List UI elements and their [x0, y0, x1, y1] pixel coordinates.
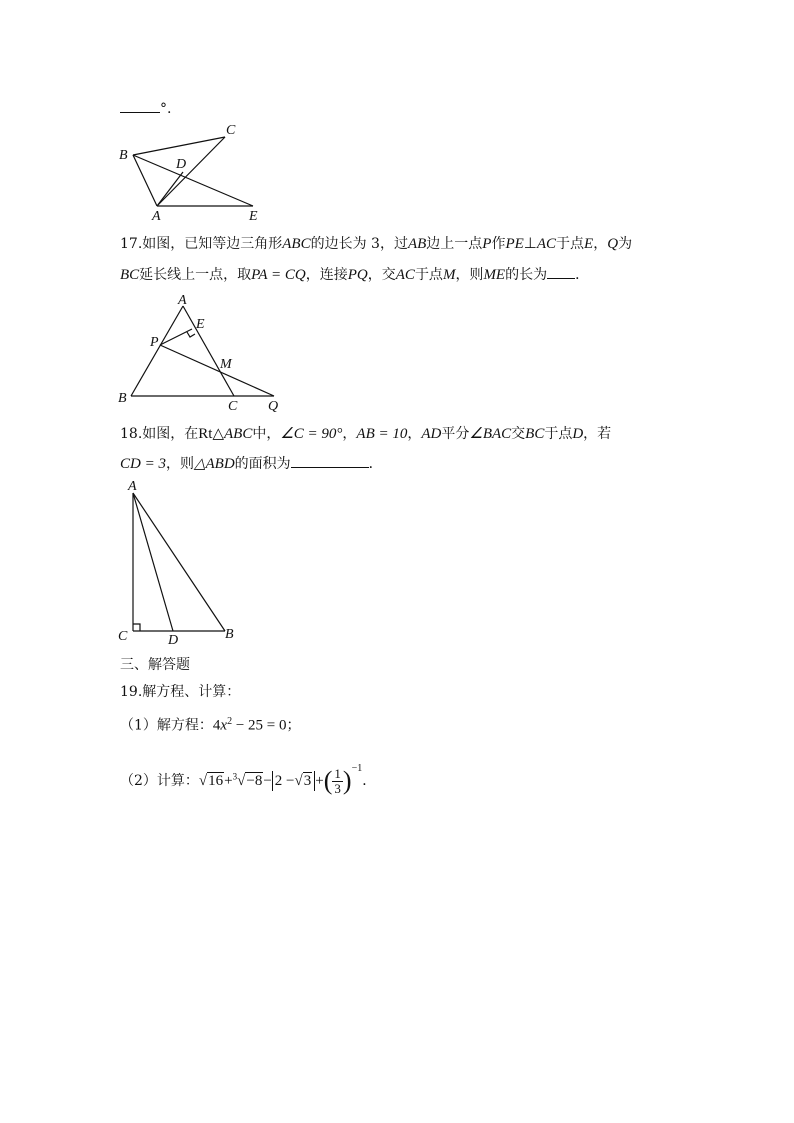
- q17-segment-pq: [160, 345, 274, 396]
- q17-math-m: M: [442, 267, 456, 283]
- q19-part1-x: x: [220, 717, 228, 734]
- q19-title: 解方程、计算：: [142, 684, 241, 700]
- q17-text: 边上一点: [426, 236, 483, 252]
- q17-label-m: M: [220, 357, 232, 372]
- q19-part2-minus: −: [263, 773, 272, 789]
- q18-text: 的面积为: [234, 456, 291, 472]
- q17-math-ab: AB: [407, 236, 427, 252]
- q18-math-bc: BC: [525, 426, 545, 442]
- q19-part2-label: （2）计算：: [120, 773, 199, 789]
- q18-math-angle-bac: ∠BAC: [469, 426, 512, 442]
- q18-math-d: D: [572, 426, 584, 442]
- q17-text: ，连接: [305, 267, 348, 283]
- q18-label-d: D: [168, 633, 179, 648]
- q19-part2-sqrt3: 3: [303, 773, 312, 789]
- q19-part2-end: ．: [362, 773, 377, 789]
- q19-part2-cube-index: 3: [232, 771, 238, 782]
- q17-math-ac: AC: [536, 236, 557, 252]
- q19-part1: [120, 712, 301, 736]
- q17-math-q: Q: [607, 236, 619, 252]
- q17-text: ，交: [367, 267, 396, 283]
- q18-label-b: B: [225, 627, 234, 642]
- q19-part2-plus2: +: [315, 773, 324, 789]
- q16-label-c: C: [226, 123, 236, 138]
- q18-triangle-symbol: △: [212, 426, 224, 442]
- q17-math-pe: PE: [505, 236, 524, 252]
- q17-math-p: P: [482, 236, 492, 252]
- q18-text: ，: [407, 426, 422, 442]
- q16-degree-suffix: °.: [160, 101, 172, 117]
- q17-text: 作: [491, 236, 506, 252]
- q17-math-pa-eq-cq: PA = CQ: [251, 267, 306, 283]
- q17-text: ，则: [455, 267, 484, 283]
- q17-line1: [120, 234, 632, 254]
- q18-line2: [120, 453, 383, 474]
- q17-math-bc: BC: [120, 267, 140, 283]
- q18-text: ，若: [583, 426, 612, 442]
- q17-text: 为: [618, 236, 633, 252]
- q19-part2-denominator: 3: [334, 780, 341, 796]
- q17-math-e: E: [584, 236, 594, 252]
- q19-part2-abs: [272, 771, 315, 791]
- q16-figure: [112, 120, 272, 224]
- q16-label-e: E: [249, 209, 258, 224]
- q18-segment-ab: [133, 493, 225, 631]
- q19-part2-sqrt16: 16: [208, 773, 224, 789]
- q17-math-me: ME: [483, 267, 506, 283]
- q16-answer-line: [120, 98, 171, 119]
- q17-text: 延长线上一点，取: [139, 267, 252, 283]
- q19-part2-abs-a: 2 −: [274, 773, 295, 789]
- q17-label-c: C: [228, 399, 238, 414]
- q17-perp-symbol: ⊥: [523, 236, 537, 252]
- q18-segment-ad: [133, 493, 173, 631]
- q17-answer-blank[interactable]: [547, 264, 575, 279]
- q19-part2-cbrt-neg8: −8: [246, 773, 263, 789]
- q17-label-e: E: [196, 317, 205, 332]
- q19-part2-exponent: −1: [351, 763, 363, 774]
- q17-number: 17.: [120, 236, 143, 252]
- q17-line2: [120, 264, 589, 285]
- q18-math-ad: AD: [421, 426, 442, 442]
- q16-segment-ca: [157, 137, 225, 206]
- q17-math-abc: ABC: [282, 236, 311, 252]
- q17-period: ．: [575, 267, 590, 283]
- q18-text: ，则: [165, 456, 194, 472]
- q17-label-b: B: [118, 391, 127, 406]
- q18-text: 如图，在: [142, 426, 199, 442]
- q16-label-b: B: [119, 148, 128, 163]
- q19-part2: [120, 752, 376, 798]
- q17-label-q: Q: [268, 399, 279, 414]
- q18-number: 18.: [120, 426, 143, 442]
- q16-segment-bc: [133, 137, 225, 155]
- q18-math-ab: AB = 10: [356, 426, 408, 442]
- q18-text: 于点: [544, 426, 573, 442]
- right-paren-icon: ): [342, 766, 352, 795]
- q19-part1-coef: 4: [212, 717, 221, 734]
- q19-part1-label: （1）解方程：: [120, 717, 213, 734]
- q17-figure: [112, 292, 292, 416]
- q19-part1-end: ；: [286, 717, 301, 734]
- q17-math-ac: AC: [395, 267, 415, 283]
- left-paren-icon: (: [323, 766, 333, 795]
- sqrt-icon: √: [294, 773, 303, 789]
- q19-part2-plus: +: [224, 773, 233, 789]
- q18-answer-blank[interactable]: [291, 453, 369, 468]
- q18-math-triangle-abd: △ABD: [193, 456, 235, 472]
- q18-math-abc: ABC: [224, 426, 253, 442]
- sqrt-icon: √: [198, 773, 208, 789]
- q18-text: ，: [342, 426, 357, 442]
- q18-right-angle-mark: [133, 624, 140, 631]
- q18-label-c: C: [118, 629, 128, 644]
- q18-text: 平分: [441, 426, 470, 442]
- q19-part1-exponent: 2: [227, 716, 233, 727]
- q17-text: ，: [593, 236, 608, 252]
- q18-line1: [120, 424, 611, 444]
- q19-part1-rest: − 25 = 0: [232, 717, 287, 734]
- q18-figure: [112, 478, 252, 648]
- q18-math-angle-c: ∠C = 90°: [280, 426, 343, 442]
- q17-right-angle-mark: [187, 332, 195, 337]
- q16-label-a: A: [152, 209, 161, 224]
- q17-text: 的长为: [505, 267, 548, 283]
- q19-part2-fraction: [332, 767, 343, 796]
- q16-answer-blank[interactable]: [120, 98, 160, 113]
- q19-part2-numerator: 1: [334, 765, 341, 781]
- section-title: 三、解答题: [120, 657, 190, 673]
- q18-math-rt: Rt: [198, 426, 213, 442]
- q19-title-line: [120, 682, 240, 702]
- q18-label-a: A: [128, 479, 137, 494]
- q16-label-d: D: [176, 157, 187, 172]
- q16-segment-be: [133, 155, 253, 206]
- q19-number: 19.: [120, 684, 143, 700]
- q17-text: 于点: [414, 267, 443, 283]
- q17-math-pq: PQ: [347, 267, 368, 283]
- q17-segment-ba: [131, 306, 183, 396]
- cube-root-icon: √: [237, 773, 246, 789]
- q17-label-p: P: [150, 335, 159, 350]
- q18-math-cd: CD = 3: [120, 456, 166, 472]
- q17-text: 如图，已知等边三角形: [142, 236, 283, 252]
- q17-segment-ac: [183, 306, 234, 396]
- q17-text: 于点: [556, 236, 585, 252]
- q16-segment-ba: [133, 155, 157, 206]
- q18-text: 交: [511, 426, 526, 442]
- q18-period: ．: [368, 456, 383, 472]
- q17-text: 的边长为 3，过: [310, 236, 408, 252]
- q16-segment-ad: [157, 172, 183, 206]
- q18-text: 中，: [252, 426, 281, 442]
- q17-label-a: A: [178, 293, 187, 308]
